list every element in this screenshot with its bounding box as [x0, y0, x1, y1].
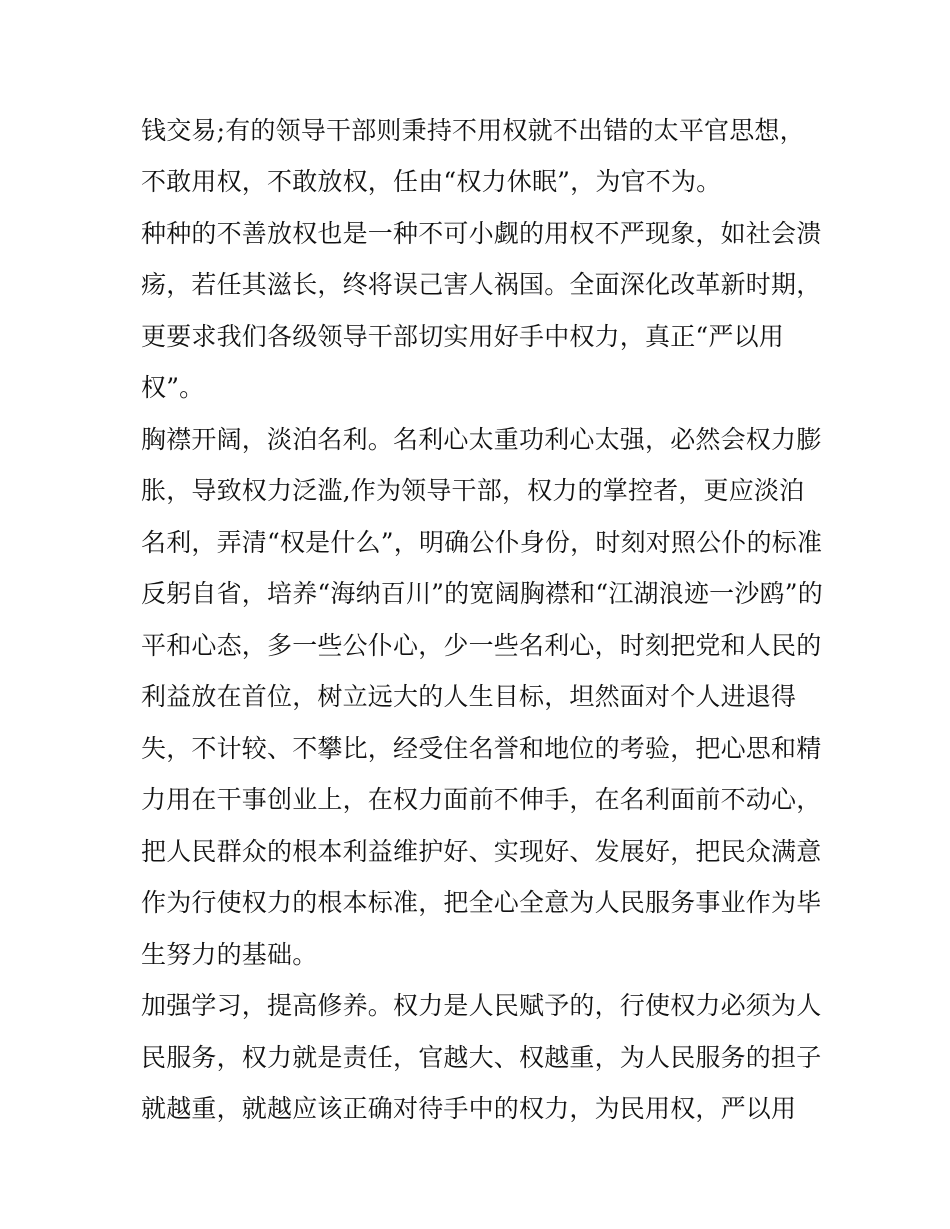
text-line: 名利，弄清“权是什么”，明确公仆身份，时刻对照公仆的标准 — [141, 528, 823, 557]
text-line: 权”。 — [141, 373, 205, 402]
text-line: 钱交易;有的领导干部则秉持不用权就不出错的太平官思想， — [141, 116, 805, 145]
text-line: 把人民群众的根本利益维护好、实现好、发展好，把民众满意 — [141, 837, 822, 866]
text-line: 加强学习，提高修养。权力是人民赋予的，行使权力必须为人 — [141, 991, 822, 1020]
text-line: 平和心态，多一些公仆心，少一些名利心，时刻把党和人民的 — [141, 631, 822, 660]
text-line: 失，不计较、不攀比，经受住名誉和地位的考验，把心思和精 — [141, 734, 822, 763]
text-line: 胀，导致权力泛滥,作为领导干部，权力的掌控者，更应淡泊 — [141, 476, 805, 505]
text-line: 力用在干事创业上，在权力面前不伸手，在名利面前不动心， — [141, 785, 822, 814]
text-line: 就越重，就越应该正确对待手中的权力，为民用权，严以用 — [141, 1094, 797, 1123]
text-line: 胸襟开阔，淡泊名利。名利心太重功利心太强，必然会权力膨 — [141, 425, 822, 454]
text-line: 不敢用权，不敢放权，任由“权力休眠”，为官不为。 — [141, 167, 722, 196]
text-line: 疡，若任其滋长，终将误己害人祸国。全面深化改革新时期， — [141, 270, 822, 299]
text-line: 利益放在首位，树立远大的人生目标，坦然面对个人进退得 — [141, 682, 797, 711]
text-line: 生努力的基础。 — [141, 940, 318, 969]
text-line: 种种的不善放权也是一种不可小觑的用权不严现象，如社会溃 — [141, 219, 822, 248]
text-line: 作为行使权力的根本标准，把全心全意为人民服务事业作为毕 — [141, 888, 822, 917]
text-line: 民服务，权力就是责任，官越大、权越重，为人民服务的担子 — [141, 1043, 822, 1072]
text-line: 更要求我们各级领导干部切实用好手中权力，真正“严以用 — [141, 322, 784, 351]
text-line: 反躬自省，培养“海纳百川”的宽阔胸襟和“江湖浪迹一沙鸥”的 — [141, 579, 823, 608]
